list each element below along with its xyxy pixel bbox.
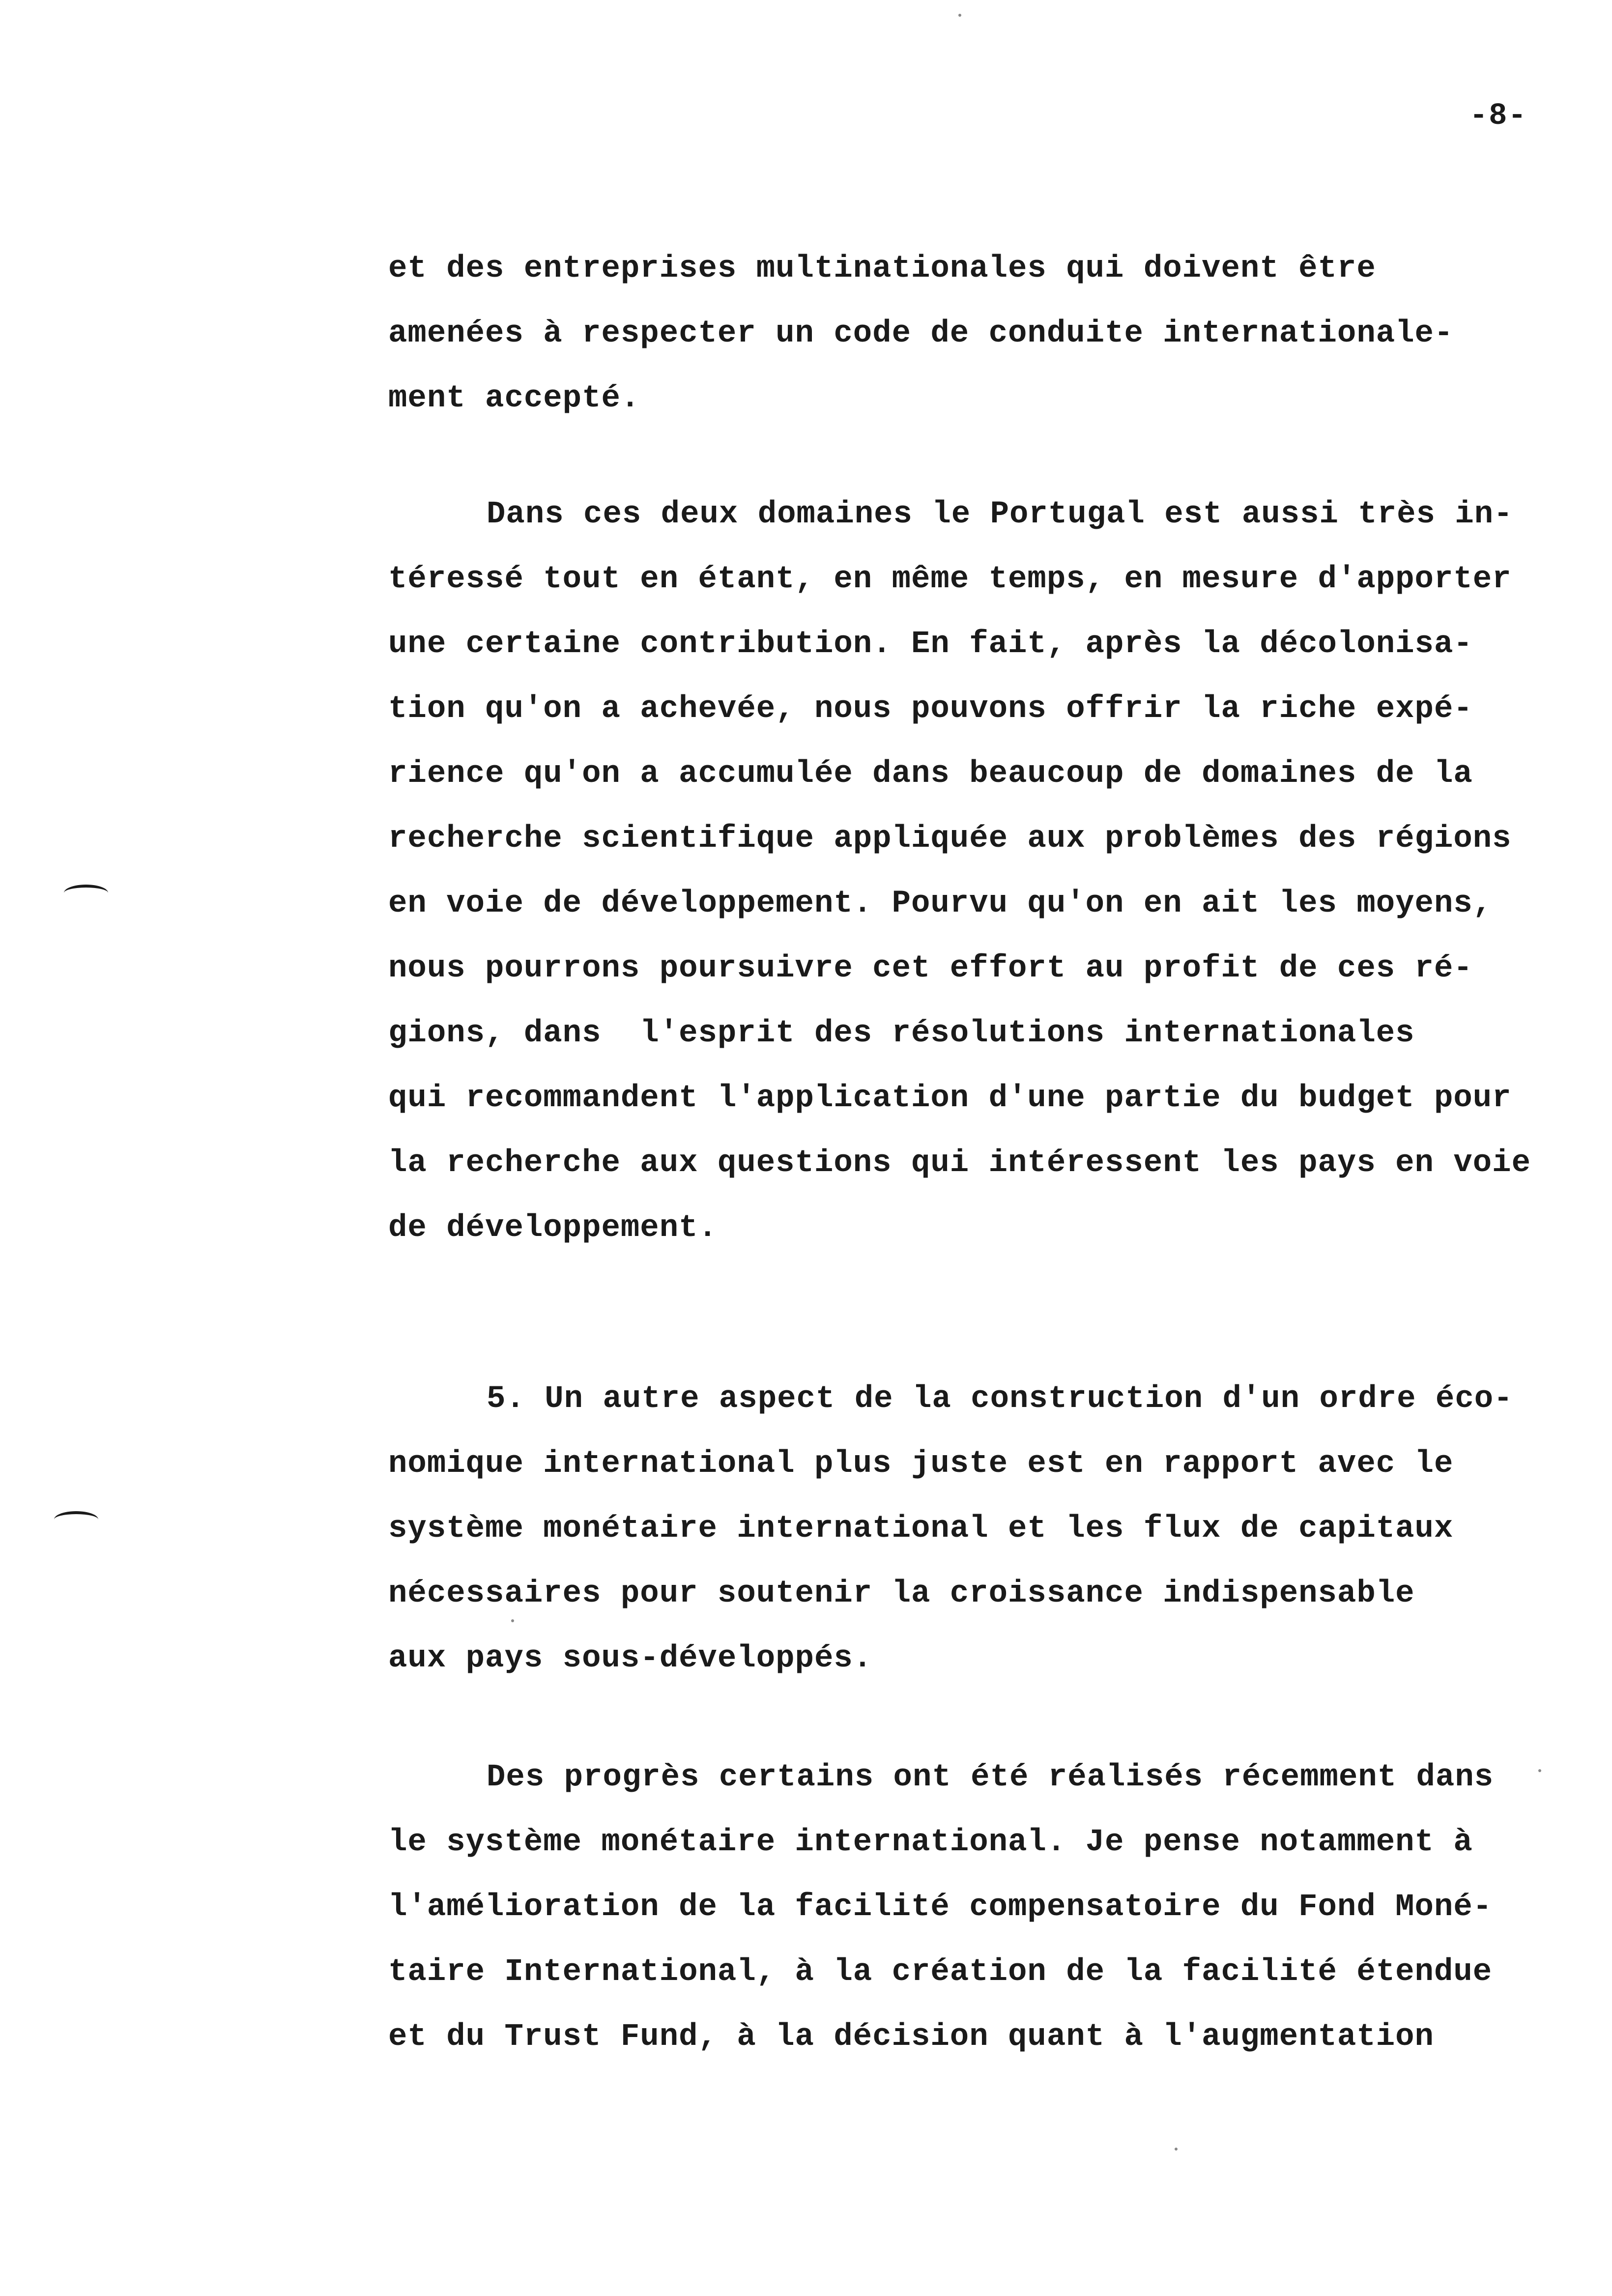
scan-speck: [958, 14, 961, 17]
text-line: système monétaire international et les flux de capitaux: [388, 1511, 1454, 1547]
text-line: le système monétaire international. Je pense notamment à: [388, 1825, 1473, 1860]
punch-hole-mark: [64, 885, 108, 901]
text-line: Dans ces deux domaines le Portugal est aussi très in-: [487, 497, 1513, 532]
scan-speck: [1175, 2148, 1178, 2151]
scan-speck: [1538, 1769, 1541, 1772]
text-line: gions, dans l'esprit des résolutions internationales: [388, 1016, 1415, 1051]
page-number: -8-: [1469, 98, 1527, 133]
text-line: rience qu'on a accumulée dans beaucoup de domaines de la: [388, 756, 1473, 792]
punch-hole-mark: [54, 1511, 98, 1528]
text-line: ment accepté.: [388, 381, 640, 416]
text-line: en voie de développement. Pourvu qu'on en ait les moyens,: [388, 886, 1493, 921]
text-line: de développement.: [388, 1210, 718, 1246]
text-line: 5. Un autre aspect de la construction d'un ordre éco-: [487, 1381, 1513, 1417]
text-line: qui recommandent l'application d'une partie du budget pour: [388, 1081, 1512, 1116]
text-line: l'amélioration de la facilité compensatoire du Fond Moné-: [388, 1890, 1493, 1925]
text-line: nomique international plus juste est en rapport avec le: [388, 1446, 1454, 1482]
text-line: amenées à respecter un code de conduite internationale-: [388, 316, 1454, 351]
scan-speck: [511, 1619, 514, 1622]
text-line: tion qu'on a achevée, nous pouvons offrir la riche expé-: [388, 691, 1473, 727]
text-line: aux pays sous-développés.: [388, 1641, 873, 1676]
text-line: taire International, à la création de la facilité étendue: [388, 1954, 1493, 1990]
text-line: nous pourrons poursuivre cet effort au profit de ces ré-: [388, 951, 1473, 986]
text-line: la recherche aux questions qui intéressent les pays en voie: [388, 1146, 1531, 1181]
text-line: et des entreprises multinationales qui doivent être: [388, 251, 1376, 287]
text-line: recherche scientifique appliquée aux problèmes des régions: [388, 821, 1512, 857]
text-line: une certaine contribution. En fait, après la décolonisa-: [388, 627, 1473, 662]
text-line: Des progrès certains ont été réalisés récemment dans: [487, 1760, 1494, 1795]
text-line: et du Trust Fund, à la décision quant à l'augmentation: [388, 2019, 1434, 2055]
text-line: nécessaires pour soutenir la croissance indispensable: [388, 1576, 1415, 1611]
text-line: téressé tout en étant, en même temps, en mesure d'apporter: [388, 562, 1512, 597]
